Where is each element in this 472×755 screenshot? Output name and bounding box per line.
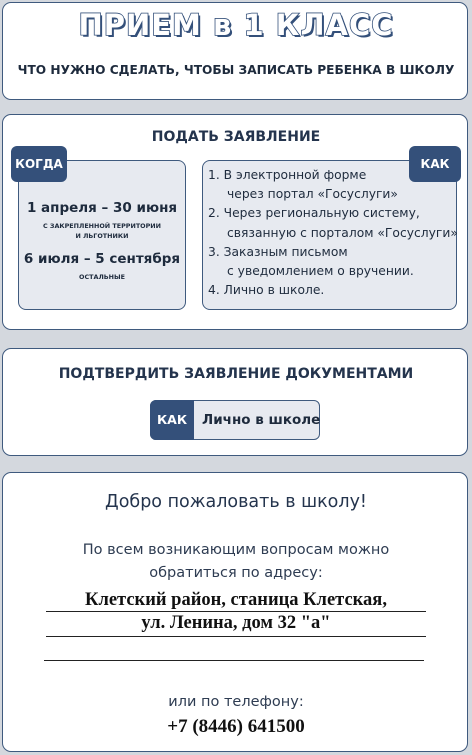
way-1-line2: через портал «Госуслуги»: [227, 187, 398, 202]
way-1-line1: 1. В электронной форме: [208, 168, 367, 182]
list-item: [208, 204, 458, 242]
way-2-line2: связанную с порталом «Госуслуги»: [227, 225, 458, 240]
period-1-note: [18, 221, 186, 241]
ways-list: [208, 166, 458, 300]
how-tag: КАК: [409, 146, 461, 182]
period-2: 6 июля – 5 сентября: [23, 251, 181, 267]
period-1-note-line2: И ЛЬГОТНИКИ: [75, 232, 129, 240]
phone-number: +7 (8446) 641500: [167, 716, 305, 737]
welcome-greeting: Добро пожаловать в школу!: [105, 492, 367, 512]
confirm-how-tag: КАК: [150, 400, 194, 440]
underline-2: [46, 636, 426, 637]
list-item: [208, 281, 458, 300]
confirm-how-value: Лично в школе: [202, 412, 321, 428]
welcome-card: [2, 472, 468, 752]
address-line-1: Клетский район, станица Клетская,: [85, 590, 387, 610]
page-title: ПРИЕМ в 1 КЛАСС: [78, 8, 394, 42]
underline-1: [46, 611, 426, 612]
underline-3: [44, 660, 424, 661]
period-1: 1 апреля – 30 июня: [26, 200, 178, 216]
list-item: [208, 243, 458, 281]
way-2-line1: 2. Через региональную систему,: [208, 206, 420, 221]
questions-line-2: обратиться по адресу:: [149, 565, 323, 581]
list-item: [208, 166, 458, 204]
phone-label: или по телефону:: [168, 694, 304, 710]
way-3-line2: с уведомлением о вручении.: [227, 264, 414, 279]
when-tag: КОГДА: [11, 146, 67, 182]
apply-heading: ПОДАТЬ ЗАЯВЛЕНИЕ: [151, 129, 321, 145]
period-2-note: ОСТАЛЬНЫЕ: [79, 273, 125, 281]
questions-line-1: По всем возникающим вопросам можно: [82, 542, 390, 558]
period-1-note-line1: С ЗАКРЕПЛЕННОЙ ТЕРРИТОРИИ: [42, 222, 161, 230]
way-3-line1: 3. Заказным письмом: [208, 244, 348, 259]
way-4-line1: 4. Лично в школе.: [208, 283, 325, 298]
confirm-heading: ПОДТВЕРДИТЬ ЗАЯВЛЕНИЕ ДОКУМЕНТАМИ: [58, 366, 414, 382]
page-subtitle: ЧТО НУЖНО СДЕЛАТЬ, ЧТОБЫ ЗАПИСАТЬ РЕБЕНКА В ШКОЛУ: [17, 63, 455, 77]
address-line-2: ул. Ленина, дом 32 "а": [141, 613, 331, 633]
